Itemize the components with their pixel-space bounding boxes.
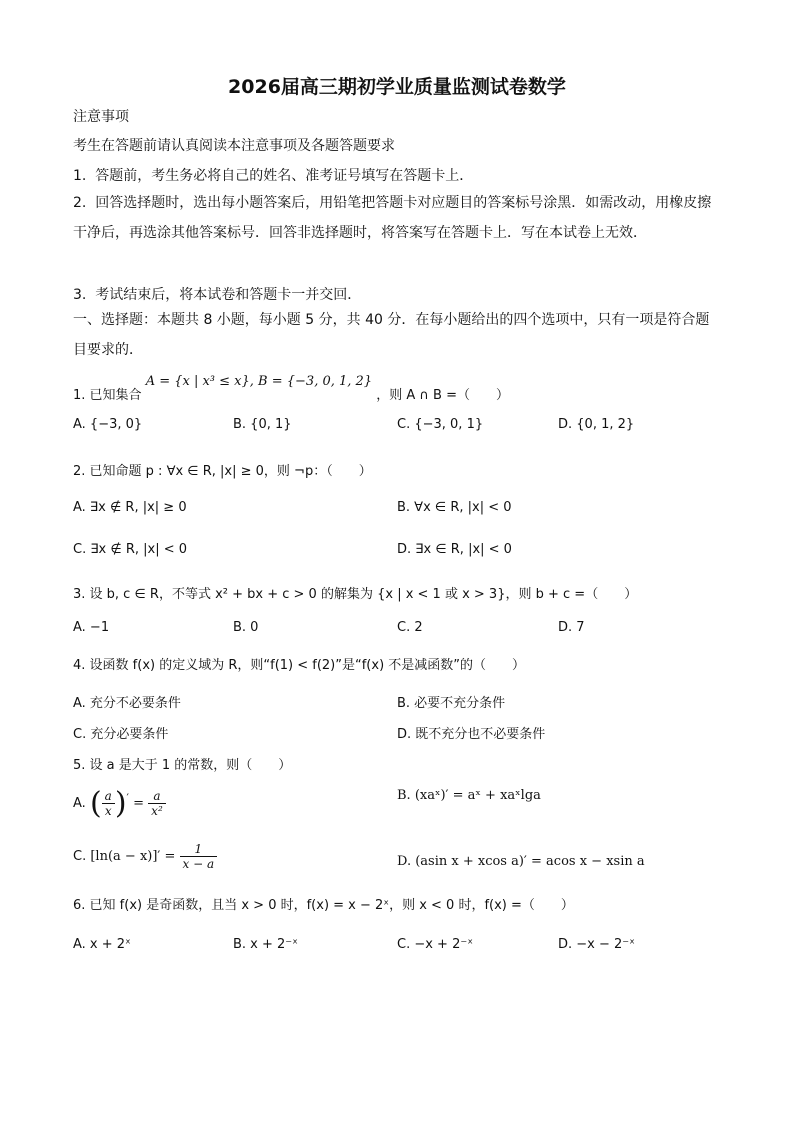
option-label: C. bbox=[73, 849, 87, 864]
question-4-option-c[interactable]: C. 充分必要条件 bbox=[73, 727, 169, 742]
question-2-option-a[interactable]: A. ∃x ∉ R, |x| ≥ 0 bbox=[73, 500, 187, 515]
notes-heading: 注意事项 bbox=[73, 109, 129, 125]
note-text: 回答选择题时，选出每小题答案后，用铅笔把答题卡对应题目的答案标号涂黑．如需改动，用橡皮擦干净后，再选涂其他答案标号．回答非选择题时，将答案写在答题卡上．写在本试卷上无效． bbox=[73, 195, 712, 241]
question-5-option-d[interactable]: D. (asin x + xcos a)′ = acos x − xsin a bbox=[397, 854, 645, 869]
question-1-option-d[interactable]: D. {0, 1, 2} bbox=[558, 417, 635, 432]
question-5-option-a[interactable]: A. ( $\frac{a}{x}$ )′ = $\frac{a}{\text{x²}}$ bbox=[73, 786, 166, 821]
question-1-math: A = {x | x³ ≤ x}, B = {−3, 0, 1, 2} bbox=[145, 374, 373, 389]
question-2-option-d[interactable]: D. ∃x ∈ R, |x| < 0 bbox=[397, 542, 512, 557]
question-6-option-c[interactable]: C. −x + 2⁻ˣ bbox=[397, 937, 473, 952]
note-text: 答题前，考生务必将自己的姓名、准考证号填写在答题卡上． bbox=[95, 168, 474, 184]
note-number: 2. bbox=[73, 195, 87, 211]
question-6-option-d[interactable]: D. −x − 2⁻ˣ bbox=[558, 937, 635, 952]
question-1-suffix: ，则 A ∩ B =（ ） bbox=[376, 388, 509, 403]
note-number: 3. bbox=[73, 287, 87, 303]
question-1-option-b[interactable]: B. {0, 1} bbox=[233, 417, 292, 432]
option-label: A. bbox=[73, 796, 86, 811]
question-5-option-c[interactable] bbox=[73, 842, 217, 871]
note-item-1 bbox=[73, 165, 723, 185]
option-c-lhs: [ln(a − x)]′ = bbox=[90, 849, 176, 864]
question-3-option-a[interactable]: A. −1 bbox=[73, 620, 110, 635]
paren-right: ) bbox=[114, 786, 127, 821]
fraction-rhs: $\frac{a}{\text{x²}}$ bbox=[148, 789, 166, 818]
section-heading-choice: 一、选择题：本题共 8 小题，每小题 5 分，共 40 分．在每小题给出的四个选项中，只有一项是符合题目要求的． bbox=[73, 312, 710, 358]
question-1-option-a[interactable]: A. {−3, 0} bbox=[73, 417, 143, 432]
question-6-option-b[interactable]: B. x + 2⁻ˣ bbox=[233, 937, 298, 952]
question-6-option-a[interactable]: A. x + 2ˣ bbox=[73, 937, 131, 952]
question-3-stem: 3. 设 b, c ∈ R，不等式 x² + bx + c > 0 的解集为 {x | x < 1 或 x > 3}，则 b + c =（ ） bbox=[73, 587, 638, 602]
question-1-prefix: 1. 已知集合 bbox=[73, 388, 142, 403]
question-6-stem: 6. 已知 f(x) 是奇函数，且当 x > 0 时，f(x) = x − 2ˣ，则 x < 0 时，f(x) =（ ） bbox=[73, 898, 574, 913]
question-1-option-c[interactable]: C. {−3, 0, 1} bbox=[397, 417, 484, 432]
question-1-stem bbox=[73, 374, 723, 403]
notes-intro: 考生在答题前请认真阅读本注意事项及各题答题要求 bbox=[73, 138, 395, 154]
note-item-3 bbox=[73, 284, 723, 304]
note-number: 1. bbox=[73, 168, 87, 184]
note-item-2 bbox=[73, 188, 723, 248]
question-3-option-b[interactable]: B. 0 bbox=[233, 620, 259, 635]
fraction-lhs: $\frac{a}{x}$ bbox=[102, 789, 115, 818]
question-4-option-d[interactable]: D. 既不充分也不必要条件 bbox=[397, 727, 546, 742]
question-4-option-b[interactable]: B. 必要不充分条件 bbox=[397, 696, 506, 711]
question-2-option-b[interactable]: B. ∀x ∈ R, |x| < 0 bbox=[397, 500, 512, 515]
question-4-option-a[interactable]: A. 充分不必要条件 bbox=[73, 696, 181, 711]
fraction-rhs: $\frac{1}{x - a}$ bbox=[180, 842, 218, 871]
question-5-option-b[interactable]: B. (xaˣ)′ = aˣ + xaˣlga bbox=[397, 788, 541, 803]
question-3-option-c[interactable]: C. 2 bbox=[397, 620, 423, 635]
note-text: 考试结束后，将本试卷和答题卡一并交回． bbox=[95, 287, 362, 303]
question-5-stem: 5. 设 a 是大于 1 的常数，则（ ） bbox=[73, 758, 292, 773]
page-title: 2026届高三期初学业质量监测试卷数学 bbox=[228, 76, 566, 98]
question-3-option-d[interactable]: D. 7 bbox=[558, 620, 585, 635]
question-4-stem: 4. 设函数 f(x) 的定义域为 R，则“f(1) < f(2)”是“f(x) 不是减函数”的（ ） bbox=[73, 658, 526, 673]
question-2-option-c[interactable]: C. ∃x ∉ R, |x| < 0 bbox=[73, 542, 188, 557]
question-2-stem: 2. 已知命题 p : ∀x ∈ R, |x| ≥ 0，则 ¬p：（ ） bbox=[73, 464, 372, 479]
paren-left: ( bbox=[89, 786, 102, 821]
